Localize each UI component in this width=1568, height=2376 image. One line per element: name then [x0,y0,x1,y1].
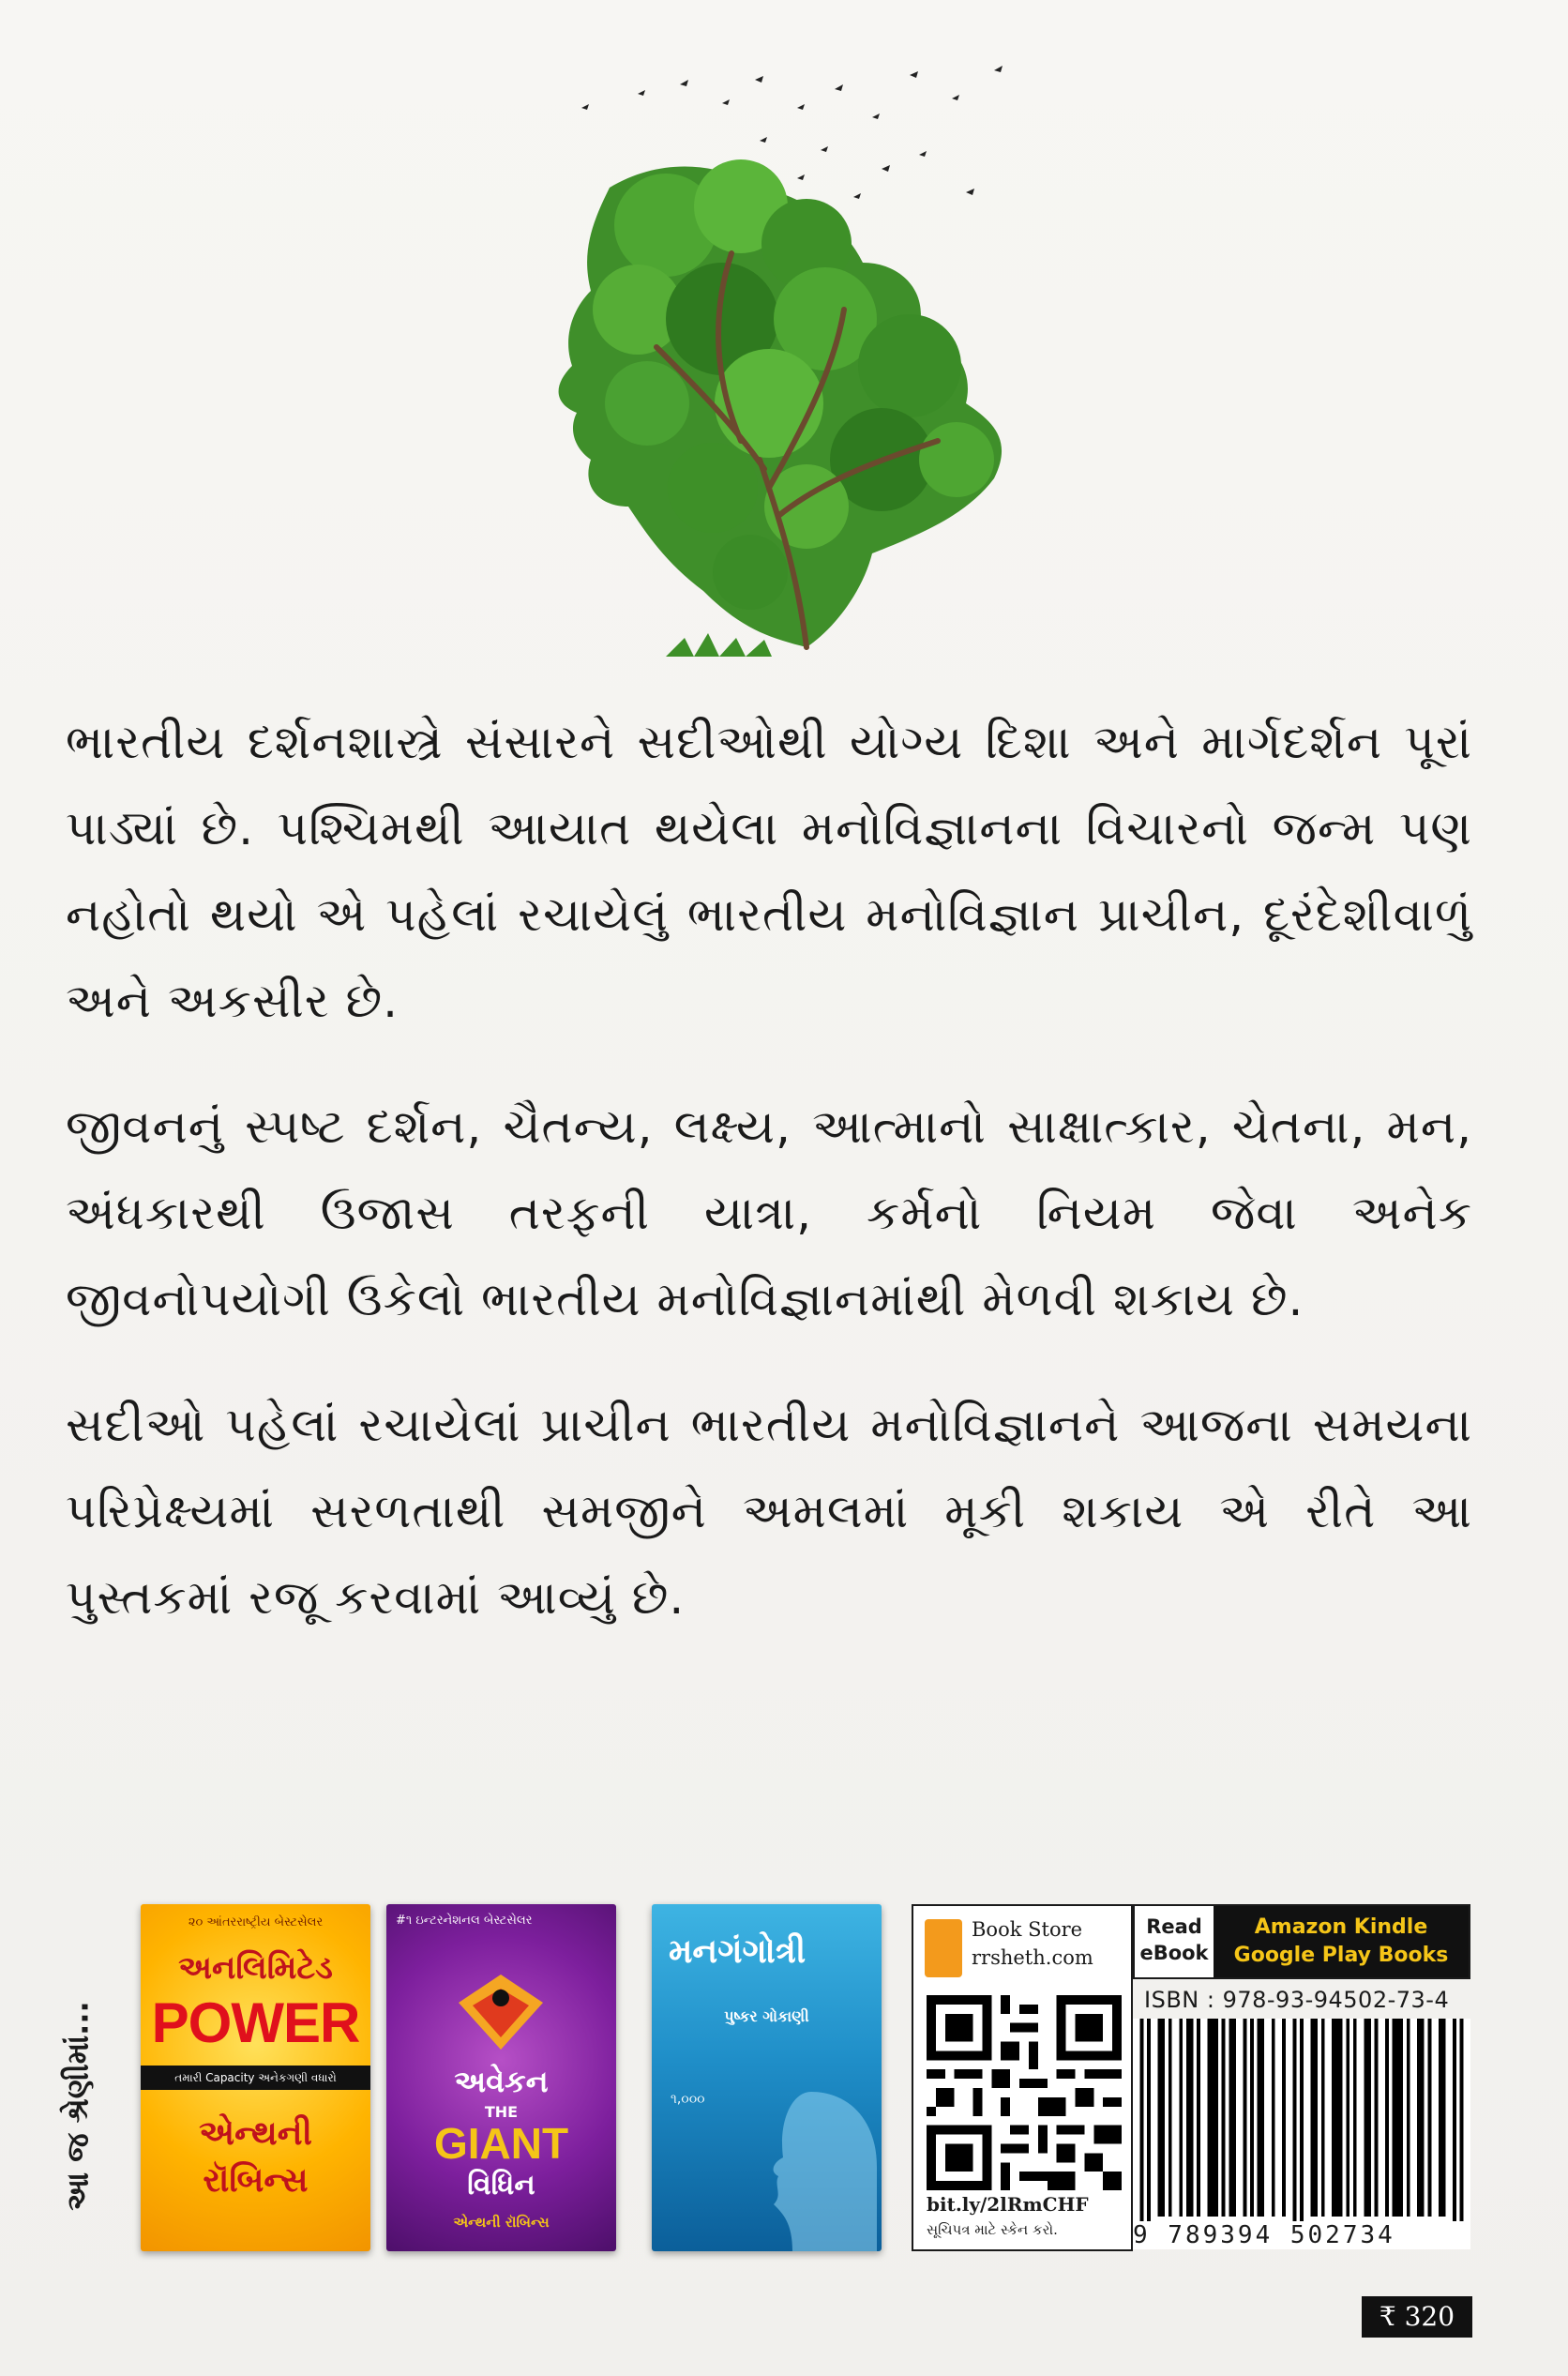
book1-tag: ૨૦ આંતરરાષ્ટ્રીય બેસ્ટસેલર [188,1915,324,1930]
store-info-box [912,1904,1133,2251]
store-logo-icon [925,1919,962,1977]
book2-tag: #૧ ઇન્ટરનેશનલ બેસ્ટસેલર [396,1914,533,1928]
scan-note: સૂચિપત્ર માટે સ્કેન કરો. [927,2221,1058,2238]
series-label [45,1956,111,2256]
ebook-availability-box [1133,1904,1470,1979]
store-website[interactable]: rrsheth.com [972,1946,1093,1969]
book2-title-line2: THE [484,2103,519,2121]
book2-title-line4: વિધિન [467,2169,535,2202]
isbn-label: ISBN : 978-93-94502-73-4 [1144,1987,1450,2013]
book3-title: મનગંગોત્રી [669,1932,807,1971]
read-line1: Read [1146,1915,1202,1938]
book2-title-line3: GIANT [433,2119,569,2168]
qr-code-icon[interactable] [927,1995,1122,2190]
book1-subtitle: તમારી Capacity અનેકગણી વધારો [141,2066,370,2090]
book1-title-line1: અનલિમિટેડ [178,1949,333,1987]
price-tag: ₹ 320 [1362,2296,1472,2338]
book2-emblem-icon [454,1970,548,2054]
short-url[interactable]: bit.ly/2lRmCHF [927,2193,1089,2216]
series-label-text: આ જ શ્રેણીમાં... [59,2001,96,2211]
book-cover-mangangotri[interactable] [652,1904,882,2251]
store-name: Book Store [972,1918,1083,1941]
barcode-icon [1133,2019,1470,2234]
tree-face-illustration [525,66,1050,666]
book3-author: પુષ્કર ગોકાણી [724,2007,809,2025]
ebook-platforms [1214,1906,1469,1977]
read-line2: eBook [1139,1942,1209,1964]
store-text [972,1915,1093,1972]
platform-google-play: Google Play Books [1233,1944,1449,1967]
read-ebook-label [1135,1906,1214,1977]
book2-author: એન્થની રૉબિન્સ [453,2214,550,2231]
paragraph-2: જીવનનું સ્પષ્ટ દર્શન, ચૈતન્ય, લક્ષ્ય, આત્માનો સાક્ષાત્કાર, ચેતના, મન, અંધકારથી ઉજાસ તરફની યાત્રા, કર્મનો નિયમ જેવા અનેક જીવનોપયોગી ઉકેલો ભારતીય મનોવિજ્ઞાનમાંથી મેળવી શકાય છે. [66,1099,1472,1326]
book3-count: ૧,૦૦૦ [671,2092,705,2107]
book3-face-icon [755,2082,882,2251]
paragraph-3: સદીઓ પહેલાં રચાયેલાં પ્રાચીન ભારતીય મનોવિજ્ઞાનને આજના સમયના પરિપ્રેક્ષ્યમાં સરળતાથી સમજીને અમલમાં મૂકી શકાય એ રીતે આ પુસ્તકમાં રજૂ કરવામાં આવ્યું છે. [66,1398,1472,1625]
book-cover-awaken-the-giant[interactable] [386,1904,616,2251]
barcode-digits: 9 789394 502734 [1133,2221,1470,2249]
paragraph-1: ભારતીય દર્શનશાસ્ત્રે સંસારને સદીઓથી યોગ્ય દિશા અને માર્ગદર્શન પૂરાં પાડ્યાં છે. પશ્ચિમથી આયાત થયેલા મનોવિજ્ઞાનના વિચારનો જન્મ પણ નહોતો થયો એ પહેલાં રચાયેલું ભારતીય મનોવિજ્ઞાન પ્રાચીન, દૂરંદેશીવાળું અને અકસીર છે. [66,715,1472,1028]
description-text [66,699,1472,1680]
platform-kindle: Amazon Kindle [1254,1915,1428,1939]
book-cover-unlimited-power[interactable] [141,1904,370,2251]
book2-title-line1: અવેકન [454,2064,549,2099]
book1-title-line2: POWER [151,1991,360,2054]
book1-author: એન્થની રૉબિન્સ [199,2114,312,2200]
